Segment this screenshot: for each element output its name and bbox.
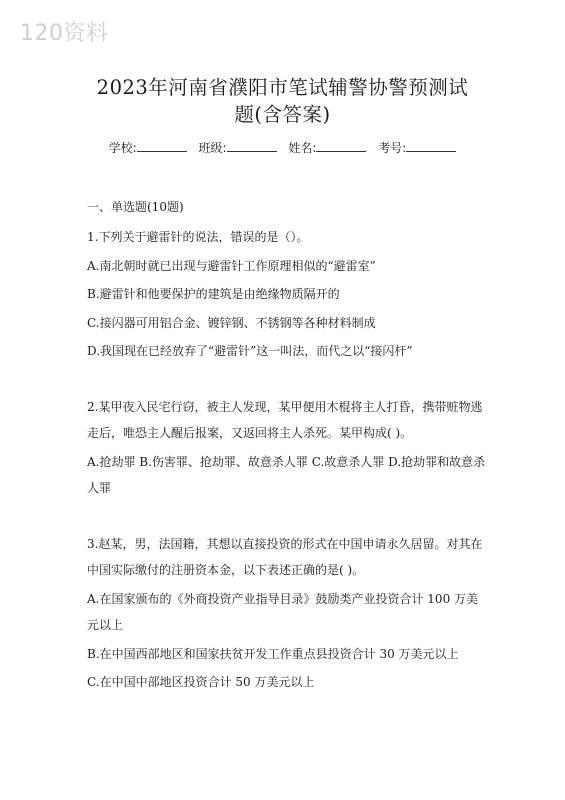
option-a: A.在国家颁布的《外商投资产业指导目录》鼓励类产业投资合计 100 万美元以上 bbox=[87, 591, 479, 632]
exam-no-blank bbox=[406, 141, 456, 152]
question-3 bbox=[87, 531, 487, 696]
exam-no-field bbox=[378, 141, 456, 155]
name-blank bbox=[316, 141, 366, 152]
document-title bbox=[0, 74, 565, 128]
option-c: C.在中国中部地区投资合计 50 万美元以上 bbox=[87, 675, 315, 689]
question-1 bbox=[87, 224, 487, 365]
student-info-row bbox=[0, 139, 565, 156]
option-a: A.南北朝时就已出现与避雷针工作原理相似的“避雷室” bbox=[87, 258, 376, 273]
option-d: D.我国现在已经放弃了“避雷针”这一叫法，而代之以“接闪杆” bbox=[87, 344, 413, 358]
option-b: B.在中国西部地区和国家扶贫开发工作重点县投资合计 30 万美元以上 bbox=[87, 646, 459, 661]
question-2 bbox=[87, 394, 487, 502]
option-b: B.避雷针和他要保护的建筑是由绝缘物质隔开的 bbox=[87, 287, 340, 301]
option-c: C.接闪器可用铝合金、镀锌钢、不锈钢等各种材料制成 bbox=[87, 315, 376, 330]
class-label: 班级: bbox=[198, 141, 227, 155]
question-stem: 1.下列关于避雷针的说法，错误的是（）。 bbox=[87, 230, 309, 244]
title-line-1: 2023年河南省濮阳市笔试辅警协警预测试 bbox=[96, 76, 469, 99]
name-label: 姓名: bbox=[288, 141, 317, 155]
watermark: 120资料 bbox=[20, 21, 109, 46]
school-blank bbox=[137, 141, 187, 152]
class-blank bbox=[227, 141, 277, 152]
school-label: 学校: bbox=[108, 141, 137, 155]
class-field bbox=[199, 141, 277, 155]
question-stem: 3.赵某，男，法国籍，其想以直接投资的形式在中国申请永久居留。对其在中国实际缴付的注册资本金，以下表述正确的是( )。 bbox=[87, 536, 483, 577]
exam-no-label: 考号: bbox=[378, 141, 407, 155]
document-body bbox=[87, 195, 487, 696]
options-inline: A.抢劫罪 B.伤害罪、抢劫罪、故意杀人罪 C.故意杀人罪 D.抢劫罪和故意杀人罪 bbox=[87, 454, 486, 495]
name-field bbox=[288, 141, 366, 155]
school-field bbox=[109, 141, 187, 155]
title-line-2: 题(含答案) bbox=[234, 103, 331, 126]
question-stem: 2.某甲夜入民宅行窃，被主人发现，某甲便用木棍将主人打昏，携带赃物逃走后，唯恐主人醒后报案，又返回将主人杀死。某甲构成( )。 bbox=[87, 399, 483, 440]
section-heading: 一、单选题(10题) bbox=[87, 200, 184, 214]
